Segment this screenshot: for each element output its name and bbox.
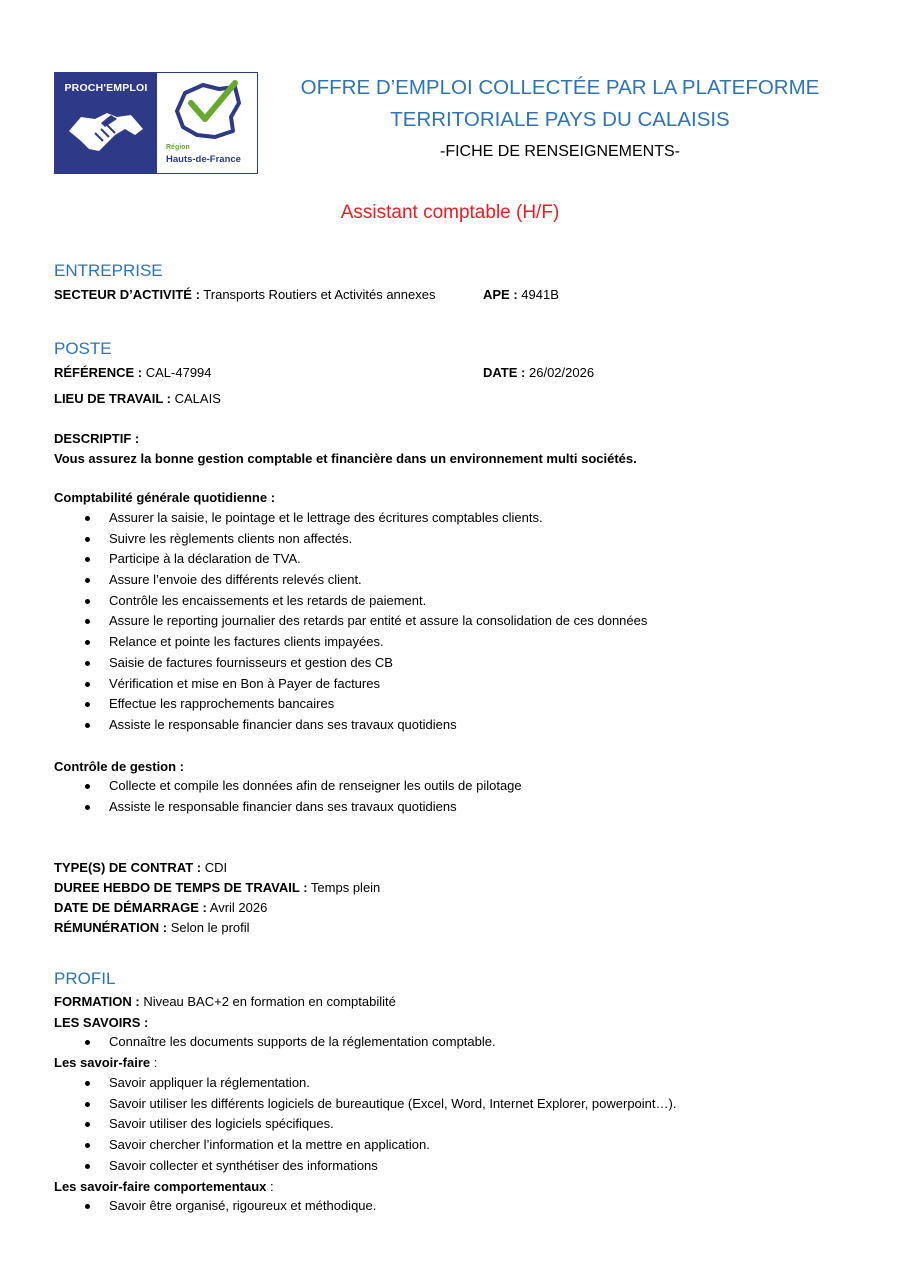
contrat-label: TYPE(S) DE CONTRAT :	[54, 860, 202, 875]
compta-list	[54, 508, 647, 736]
logo-brand-text: PROCH'EMPLOI	[64, 82, 148, 94]
list-item: Assurer la saisie, le pointage et le lettrage des écritures comptables clients.	[54, 508, 647, 529]
secteur-line	[54, 287, 435, 302]
list-item: Connaître les documents supports de la réglementation comptable.	[54, 1032, 496, 1053]
comportementaux-list	[54, 1196, 376, 1217]
page-title-line1: OFFRE D’EMPLOI COLLECTÉE PAR LA PLATEFORME	[300, 76, 820, 99]
list-item: Effectue les rapprochements bancaires	[54, 694, 647, 715]
formation-value: Niveau BAC+2 en formation en comptabilité	[143, 994, 396, 1009]
list-item: Vérification et mise en Bon à Payer de factures	[54, 674, 647, 695]
remuneration-value: Selon le profil	[170, 920, 250, 935]
demarrage-line	[54, 900, 267, 915]
date-line	[483, 365, 594, 380]
list-item: Savoir appliquer la réglementation.	[54, 1073, 676, 1094]
list-item: Savoir être organisé, rigoureux et méthodique.	[54, 1196, 376, 1217]
logo-region-small: Région	[166, 144, 190, 151]
demarrage-label: DATE DE DÉMARRAGE :	[54, 900, 207, 915]
date-value: 26/02/2026	[529, 365, 595, 380]
list-item: Participe à la déclaration de TVA.	[54, 549, 647, 570]
formation-line	[54, 994, 396, 1009]
savoir-faire-label: Les savoir-faire	[54, 1055, 151, 1070]
list-item: Assiste le responsable financier dans ses travaux quotidiens	[54, 715, 647, 736]
prochemploi-logo	[54, 72, 258, 174]
duree-label: DUREE HEBDO DE TEMPS DE TRAVAIL :	[54, 880, 308, 895]
date-label: DATE :	[483, 365, 526, 380]
logo-region-panel	[157, 73, 257, 173]
reference-value: CAL-47994	[145, 365, 212, 380]
comportementaux-line	[54, 1179, 274, 1194]
list-item: Savoir collecter et synthétiser des informations	[54, 1156, 676, 1177]
ape-label: APE :	[483, 287, 518, 302]
list-item: Assiste le responsable financier dans ses travaux quotidiens	[54, 797, 522, 818]
savoir-faire-line	[54, 1055, 157, 1070]
reference-label: RÉFÉRENCE :	[54, 365, 143, 380]
controle-list	[54, 776, 522, 817]
list-item: Saisie de factures fournisseurs et gestion des CB	[54, 653, 647, 674]
duree-value: Temps plein	[310, 880, 381, 895]
descriptif-text: Vous assurez la bonne gestion comptable et financière dans un environnement multi sociétés.	[54, 451, 637, 466]
secteur-value: Transports Routiers et Activités annexes	[203, 287, 436, 302]
remuneration-label: RÉMUNÉRATION :	[54, 920, 168, 935]
lieu-label: LIEU DE TRAVAIL :	[54, 391, 171, 406]
controle-heading: Contrôle de gestion :	[54, 759, 184, 774]
list-item: Relance et pointe les factures clients impayées.	[54, 632, 647, 653]
ape-value: 4941B	[521, 287, 559, 302]
lieu-value: CALAIS	[174, 391, 221, 406]
savoir-faire-list	[54, 1073, 676, 1176]
logo-region-name: Hauts-de-France	[166, 154, 241, 165]
comportementaux-label: Les savoir-faire comportementaux	[54, 1179, 267, 1194]
job-title: Assistant comptable (H/F)	[340, 202, 560, 223]
logo-left-panel	[55, 73, 157, 173]
savoirs-label: LES SAVOIRS :	[54, 1015, 149, 1030]
section-entreprise-heading: ENTREPRISE	[54, 261, 163, 280]
contrat-value: CDI	[204, 860, 228, 875]
list-item: Contrôle les encaissements et les retards de paiement.	[54, 591, 647, 612]
secteur-label: SECTEUR D’ACTIVITÉ :	[54, 287, 200, 302]
formation-label: FORMATION :	[54, 994, 140, 1009]
list-item: Savoir chercher l’information et la mettre en application.	[54, 1135, 676, 1156]
list-item: Assure le reporting journalier des retards par entité et assure la consolidation de ces données	[54, 611, 647, 632]
savoirs-list	[54, 1032, 496, 1053]
list-item: Collecte et compile les données afin de renseigner les outils de pilotage	[54, 776, 522, 797]
section-profil-heading: PROFIL	[54, 969, 116, 988]
duree-line	[54, 880, 380, 895]
savoir-faire-colon: :	[153, 1055, 158, 1070]
list-item: Savoir utiliser les différents logiciels de bureautique (Excel, Word, Internet Explorer, powerpoint…).	[54, 1094, 676, 1115]
section-poste-heading: POSTE	[54, 339, 112, 358]
page-subtitle: -FICHE DE RENSEIGNEMENTS-	[439, 143, 680, 160]
contrat-line	[54, 860, 227, 875]
descriptif-label: DESCRIPTIF :	[54, 431, 140, 446]
list-item: Assure l’envoie des différents relevés client.	[54, 570, 647, 591]
lieu-line	[54, 391, 221, 406]
list-item: Savoir utiliser des logiciels spécifiques.	[54, 1114, 676, 1135]
remuneration-line	[54, 920, 250, 935]
ape-line	[483, 287, 559, 302]
region-map-icon	[157, 73, 257, 145]
list-item: Suivre les règlements clients non affectés.	[54, 529, 647, 550]
comportementaux-colon: :	[270, 1179, 274, 1194]
page-title-line2: TERRITORIALE PAYS DU CALAISIS	[390, 108, 730, 131]
demarrage-value: Avril 2026	[209, 900, 268, 915]
compta-heading: Comptabilité générale quotidienne :	[54, 490, 276, 505]
handshake-icon	[55, 73, 157, 173]
reference-line	[54, 365, 212, 380]
